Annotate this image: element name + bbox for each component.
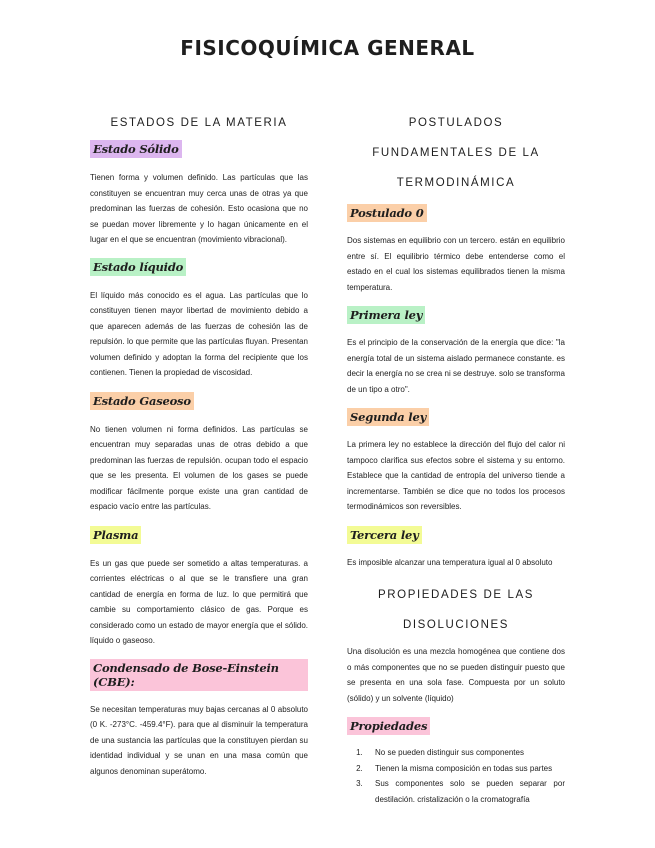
heading-condensado-bose-einstein: Condensado de Bose-Einstein (CBE):	[90, 659, 308, 691]
paragraph-primera-ley: Es el principio de la conservación de la energía que dice: "la energía total de un sistema aislado permanece constante. es decir la energía no se crea ni se destruye. solo se transforma de un tipo a otro".	[347, 338, 565, 394]
paragraph-tercera-ley: Es imposible alcanzar una temperatura igual al 0 absoluto	[347, 557, 553, 567]
list-item: 2. Tienen la misma composición en todas sus partes	[365, 761, 565, 777]
paragraph-estado-solido: Tienen forma y volumen definido. Las partículas que las constituyen se encuentran muy cerca unas de otras ya que predominan las fuerzas de cohesión. Esto ocasiona que no se puedan mover libremente y lo hagan únicamente en el lugar en el que se encuentran (movimiento vibracional).	[90, 173, 308, 244]
page-title: FISICOQUÍMICA GENERAL	[180, 36, 475, 60]
paragraph-condensado-bose-einstein: Se necesitan temperaturas muy bajas cercanas al 0 absoluto (0 K. -273°C. -459.4°F). para que al disminuir la temperatura de una sustancia las partículas que la constituyen pierdan su identidad individual y se unan en una masa común que algunos denominan superátomo.	[90, 704, 308, 776]
right-column	[347, 108, 565, 807]
properties-list	[347, 745, 565, 807]
section-title-estados: ESTADOS DE LA MATERIA	[110, 117, 288, 129]
list-item: 1. No se pueden distinguir sus componentes	[365, 745, 565, 761]
list-item: 3. Sus componentes solo se pueden separar por destilación. cristalización o la cromatografía	[365, 776, 565, 807]
heading-estado-liquido: Estado líquido	[90, 258, 186, 276]
paragraph-estado-liquido: El líquido más conocido es el agua. Las partículas que lo constituyen tienen mayor libertad de movimiento debido a que aparecen además de las fuerzas de cohesión las de repulsión. lo que permite que las partículas fluyan. Presentan volumen definido y adoptan la forma del recipiente que los contienen. Tienen la propiedad de viscosidad.	[90, 290, 308, 377]
heading-primera-ley: Primera ley	[347, 306, 425, 324]
heading-estado-gaseoso: Estado Gaseoso	[90, 392, 194, 410]
section-title-postulados: POSTULADOS FUNDAMENTALES DE LA TERMODINÁMICA	[372, 117, 540, 189]
paragraph-estado-gaseoso: No tienen volumen ni forma definidos. Las partículas se encuentran muy separadas unas de otras debido a que predominan las fuerzas de repulsión. ocupan todo el espacio que se les presenta. El volumen de los gases se puede modificar fácilmente porque existe una gran cantidad de espacio vacío entre las partículas.	[90, 424, 308, 511]
paragraph-disoluciones: Una disolución es una mezcla homogénea que contiene dos o más componentes que no se pueden distinguir puesto que se presenta en una sola fase. Compuesta por un soluto (sólido) y un solvente (líquido)	[347, 647, 565, 703]
heading-plasma: Plasma	[90, 526, 141, 544]
paragraph-segunda-ley: La primera ley no establece la dirección del flujo del calor ni tampoco clarifica sus efectos sobre el sistema y su entorno. Establece que la cantidad de entropía del universo tiende a incrementarse. También se dice que no todos los procesos termodinámicos son reversibles.	[347, 440, 565, 511]
heading-estado-solido: Estado Sólido	[90, 140, 182, 158]
heading-segunda-ley: Segunda ley	[347, 408, 429, 426]
paragraph-plasma: Es un gas que puede ser sometido a altas temperaturas. a corrientes eléctricas o al que se le transfiere una gran cantidad de energía en forma de luz. lo que permitirá que cambie su comportamiento clásico de gas. Porque es considerado como un estado de mayor energía que el sólido. líquido o gaseoso.	[90, 558, 308, 645]
heading-tercera-ley: Tercera ley	[347, 526, 422, 544]
heading-propiedades: Propiedades	[347, 717, 430, 735]
left-column	[90, 108, 308, 779]
section-title-disoluciones: PROPIEDADES DE LAS DISOLUCIONES	[378, 589, 534, 631]
paragraph-postulado-0: Dos sistemas en equilibrio con un tercero. están en equilibrio entre sí. El equilibrio térmico debe entenderse como el estado en el cual los sistemas equilibrados tienen la misma temperatura.	[347, 236, 565, 292]
heading-postulado-0: Postulado 0	[347, 204, 427, 222]
